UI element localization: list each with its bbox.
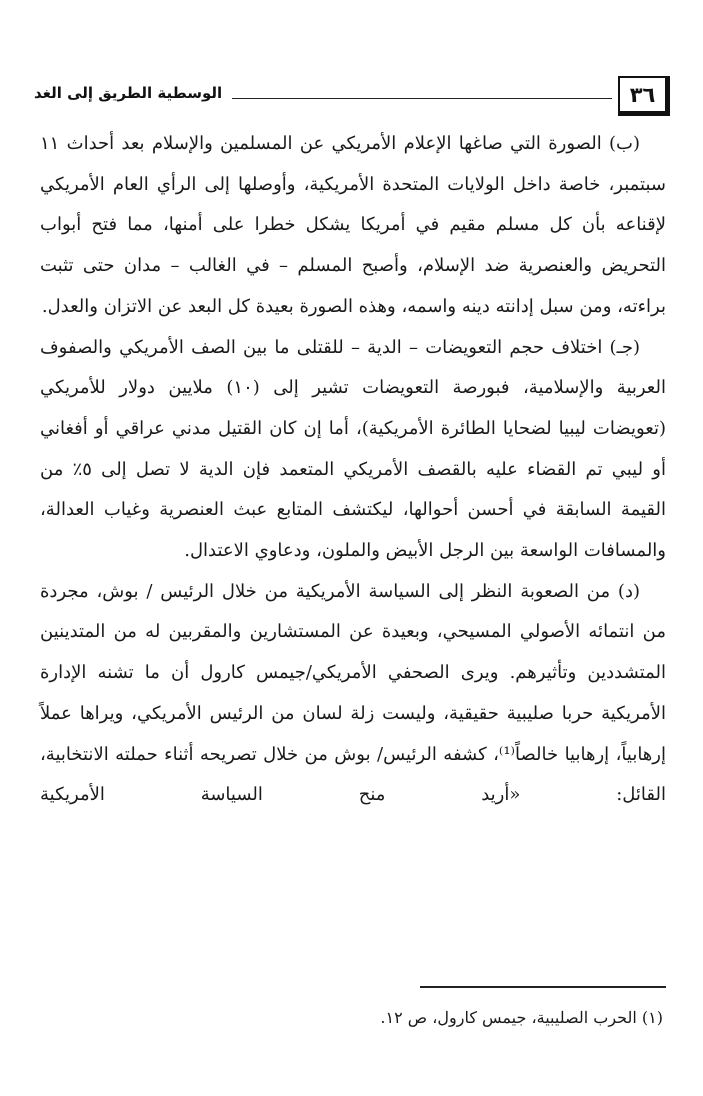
footnote-rule: [420, 986, 666, 988]
header-rule: [232, 98, 612, 99]
paragraph-b: (ب) الصورة التي صاغها الإعلام الأمريكي عن المسلمين والإسلام بعد أحداث ١١ سبتمبر، خاصة داخل الولايات المتحدة الأمريكية، وأوصلها إلى الرأي العام الأمريكي لإقناعه بأن كل مسلم مقيم في أمريكا يشكل خطرا على أمنها، مما فتح أبواب التحريض والعنصرية ضد الإسلام، وأصبح المسلم – في الغالب – مدان حتى تثبت براءته، ومن سبل إدانته دينه واسمه، وهذه الصورة بعيدة كل البعد عن الاتزان والعدل.: [40, 133, 666, 317]
running-title: الوسطية الطريق إلى الغد: [34, 84, 223, 102]
paragraph-d: (د) من الصعوبة النظر إلى السياسة الأمريكية من خلال الرئيس / بوش، مجردة من انتمائه الأصولي المسيحي، وبعيدة عن المستشارين والمقربين له من المتدينين المتشددين وتأثيرهم. ويرى الصحفي الأمريكي/جيمس كارول أن ما تشنه الإدارة الأمريكية حربا صليبية حقيقية، وليست زلة لسان من الرئيس الأمريكي، ويراها عملاً إرهابياً، إرهابيا خالصاً⁽¹⁾، كشفه الرئيس/ بوش من خلال تصريحه أثناء حملته الانتخابية، القائل: «أريد منح السياسة الأمريكية: [40, 580, 666, 806]
footnote: (١) الحرب الصليبية، جيمس كارول، ص ١٢.: [380, 1008, 663, 1027]
body-text: [40, 124, 666, 816]
page-header: [34, 76, 670, 122]
paragraph-c: (جـ) اختلاف حجم التعويضات – الدية – للقتلى ما بين الصف الأمريكي والصفوف العربية والإسلامية، فبورصة التعويضات تشير إلى (١٠) ملايين دولار للأمريكي (تعويضات ليبيا لضحايا الطائرة الأمريكية)، أما إن كان القتيل مدني عراقي أو أفغاني أو ليبي تم القضاء عليه بالقصف الأمريكي المتعمد فإن الدية لا تصل إلى ٥٪ من القيمة السابقة في أحسن أحوالها، ليكتشف المتابع عبث العنصرية وغياب العدالة، والمسافات الواسعة بين الرجل الأبيض والملون، ودعاوي الاعتدال.: [40, 336, 667, 562]
page-number: ٣٦: [618, 76, 670, 116]
